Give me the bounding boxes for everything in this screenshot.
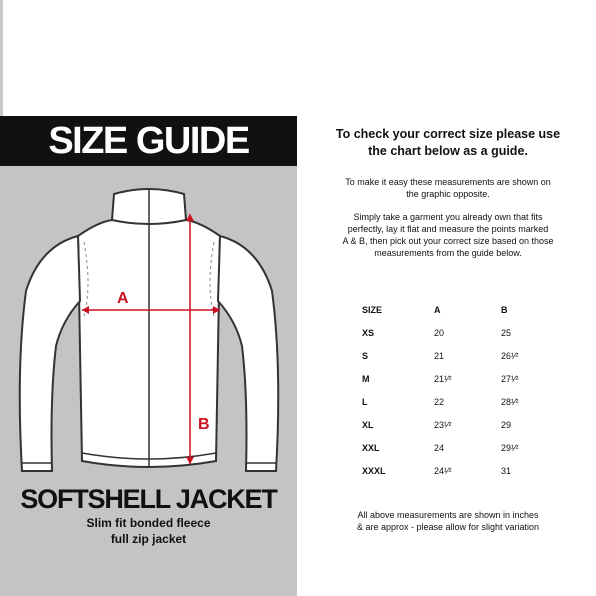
measure-b-arrow-top xyxy=(186,214,194,221)
b-cell: 25 xyxy=(501,327,512,338)
table-row xyxy=(362,413,551,436)
a-cell: 20 xyxy=(434,327,445,338)
b-cell: 31 xyxy=(501,465,512,476)
jacket-diagram xyxy=(0,166,297,484)
table-row xyxy=(362,344,551,367)
size-cell: XXL xyxy=(362,442,380,453)
table-row xyxy=(362,390,551,413)
para2-line-1: Simply take a garment you already own that fits xyxy=(353,212,543,222)
size-cell: XL xyxy=(362,419,374,430)
table-row xyxy=(362,436,551,459)
a-cell: 21 xyxy=(434,350,445,361)
product-desc-line-1: Slim fit bonded fleece xyxy=(86,516,211,530)
size-table-header xyxy=(362,298,551,321)
table-row xyxy=(362,367,551,390)
header-size: SIZE xyxy=(362,304,383,315)
product-desc-line-2: full zip jacket xyxy=(110,532,187,546)
footnote-line-1: All above measurements are shown in inches xyxy=(357,510,539,520)
a-cell: 24¹⁄² xyxy=(434,465,452,476)
b-cell: 28¹⁄² xyxy=(501,396,519,407)
header-b: B xyxy=(501,304,508,315)
product-description xyxy=(0,515,297,547)
size-cell: XXXL xyxy=(362,465,386,476)
measure-b-label: B xyxy=(198,416,210,433)
header-a: A xyxy=(434,304,441,315)
intro-heading-line-1: To check your correct size please use xyxy=(335,127,561,141)
size-cell: XS xyxy=(362,327,375,338)
table-row xyxy=(362,321,551,344)
page-title: SIZE GUIDE xyxy=(48,120,249,162)
footnote-line-2: & are approx - please allow for slight variation xyxy=(356,522,540,532)
intro-paragraph-2 xyxy=(310,211,586,259)
b-cell: 27¹⁄² xyxy=(501,373,519,384)
left-sleeve xyxy=(20,236,80,471)
right-sleeve xyxy=(218,236,278,471)
para2-line-3: A & B, then pick out your correct size based on those xyxy=(342,236,554,246)
product-name: SOFTSHELL JACKET xyxy=(20,484,277,514)
para2-line-2: perfectly, lay it flat and measure the points marked xyxy=(347,224,549,234)
size-cell: M xyxy=(362,373,370,384)
para1-line-2: the graphic opposite. xyxy=(406,189,490,199)
b-cell: 29¹⁄² xyxy=(501,442,519,453)
a-cell: 24 xyxy=(434,442,445,453)
b-cell: 26¹⁄² xyxy=(501,350,519,361)
intro-heading xyxy=(310,126,586,160)
table-row xyxy=(362,459,551,482)
para1-line-1: To make it easy these measurements are shown on xyxy=(345,177,551,187)
intro-heading-line-2: the chart below as a guide. xyxy=(368,144,528,158)
b-cell: 29 xyxy=(501,419,512,430)
footnote xyxy=(310,509,586,533)
a-cell: 22 xyxy=(434,396,445,407)
size-cell: S xyxy=(362,350,369,361)
intro-paragraph-1 xyxy=(310,176,586,200)
left-edge-strip xyxy=(0,0,3,116)
para2-line-4: measurements from the guide below. xyxy=(374,248,522,258)
size-table xyxy=(362,298,551,482)
measure-a-label: A xyxy=(117,290,129,307)
a-cell: 23¹⁄² xyxy=(434,419,452,430)
a-cell: 21¹⁄² xyxy=(434,373,452,384)
size-cell: L xyxy=(362,396,368,407)
